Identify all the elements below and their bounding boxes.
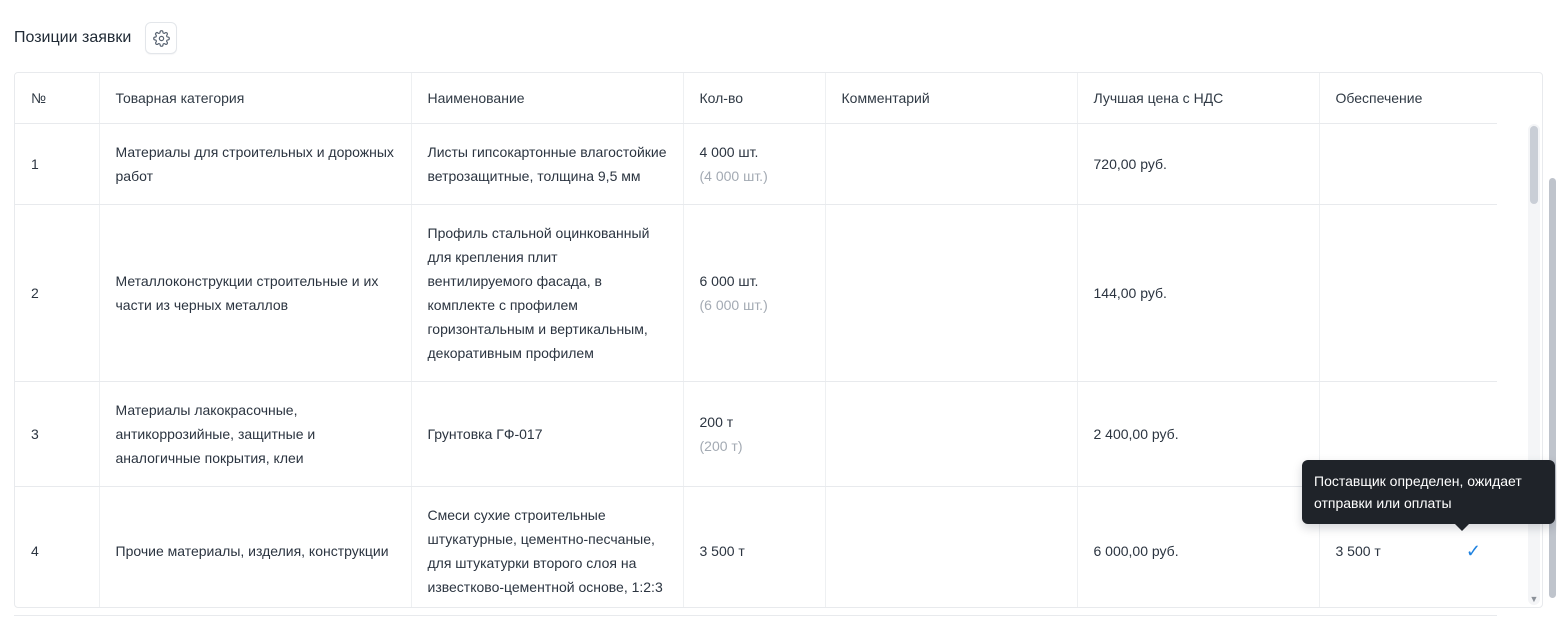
status-tooltip	[1302, 460, 1555, 524]
cell-comment[interactable]	[825, 123, 1077, 204]
cell-security	[1319, 204, 1497, 381]
cell-security	[1319, 123, 1497, 204]
table-row[interactable]	[15, 204, 1497, 381]
qty-main: 6 000 шт.	[699, 272, 759, 289]
page-scrollbar-thumb[interactable]	[1549, 178, 1556, 598]
cell-name: Грунтовка ГФ-017	[411, 381, 683, 486]
cell-name: Смеси сухие строительные штукатурные, цементно-песчаные, для штукатурки второго слоя на известково-цементной основе, 1:2:3	[411, 486, 683, 608]
cell-num: 1	[15, 123, 99, 204]
cell-num: 3	[15, 381, 99, 486]
cell-comment[interactable]	[825, 381, 1077, 486]
cell-price[interactable]: 2 400,00 руб.	[1077, 381, 1319, 486]
cell-qty	[683, 204, 825, 381]
cell-category: Материалы для строительных и дорожных работ	[99, 123, 411, 204]
qty-sub: (4 000 шт.)	[699, 167, 768, 184]
gear-icon	[153, 30, 170, 47]
column-header-num: №	[15, 73, 99, 123]
security-value: 3 500 т	[1335, 542, 1381, 559]
qty-main: 200 т	[699, 413, 734, 430]
cell-category: Металлоконструкции строительные и их части из черных металлов	[99, 204, 411, 381]
bottom-divider	[14, 615, 1497, 616]
table-row[interactable]	[15, 123, 1497, 204]
column-header-security: Обеспечение	[1319, 73, 1497, 123]
column-header-name: Наименование	[411, 73, 683, 123]
scroll-down-icon[interactable]: ▼	[1529, 594, 1539, 604]
qty-main: 3 500 т	[699, 542, 745, 559]
positions-table-container	[14, 72, 1543, 608]
cell-num: 4	[15, 486, 99, 608]
qty-main: 4 000 шт.	[699, 143, 759, 160]
cell-category: Прочие материалы, изделия, конструкции	[99, 486, 411, 608]
cell-qty	[683, 123, 825, 204]
cell-qty	[683, 486, 825, 608]
tooltip-text: Поставщик определен, ожидает отправки или оплаты	[1314, 473, 1522, 511]
cell-qty	[683, 381, 825, 486]
page-title: Позиции заявки	[14, 29, 132, 46]
cell-comment[interactable]	[825, 486, 1077, 608]
settings-button[interactable]	[145, 22, 177, 54]
column-header-category: Товарная категория	[99, 73, 411, 123]
cell-name: Листы гипсокартонные влагостойкие ветрозащитные, толщина 9,5 мм	[411, 123, 683, 204]
cell-name: Профиль стальной оцинкованный для крепления плит вентилируемого фасада, в комплекте с профилем горизонтальным и вертикальным, декоративным профилем	[411, 204, 683, 381]
positions-table	[15, 73, 1497, 608]
page-header	[0, 0, 1557, 58]
qty-sub: (200 т)	[699, 437, 743, 454]
scrollbar-thumb[interactable]	[1530, 126, 1538, 204]
page-scrollbar[interactable]	[1548, 0, 1557, 633]
column-header-price: Лучшая цена с НДС	[1077, 73, 1319, 123]
cell-price[interactable]: 720,00 руб.	[1077, 123, 1319, 204]
table-vertical-scrollbar[interactable]	[1528, 124, 1540, 605]
cell-comment[interactable]	[825, 204, 1077, 381]
cell-category: Материалы лакокрасочные, антикоррозийные, защитные и аналогичные покрытия, клеи	[99, 381, 411, 486]
column-header-comment: Комментарий	[825, 73, 1077, 123]
qty-sub: (6 000 шт.)	[699, 296, 768, 313]
table-header-row	[15, 73, 1497, 123]
cell-num: 2	[15, 204, 99, 381]
table-row[interactable]	[15, 381, 1497, 486]
column-header-qty: Кол-во	[683, 73, 825, 123]
table-row[interactable]	[15, 486, 1497, 608]
check-icon[interactable]: ✓	[1465, 540, 1481, 561]
cell-price[interactable]: 144,00 руб.	[1077, 204, 1319, 381]
cell-price[interactable]: 6 000,00 руб.	[1077, 486, 1319, 608]
